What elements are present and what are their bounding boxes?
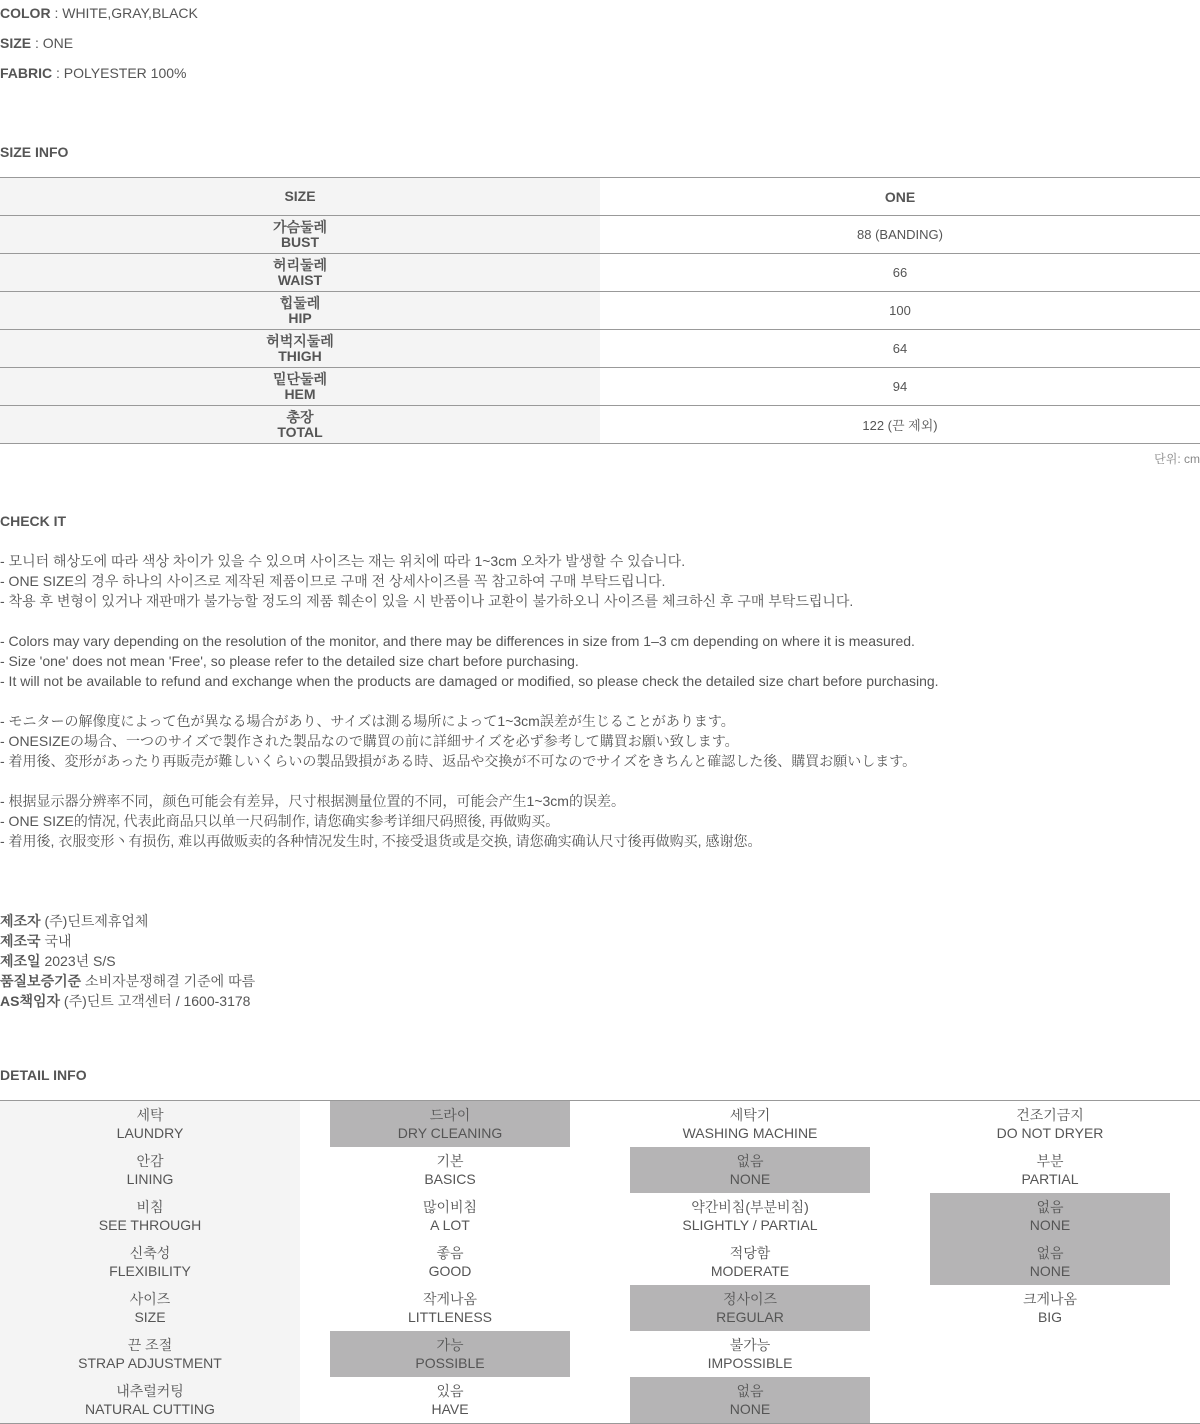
detail-option	[630, 1193, 870, 1239]
measure-en: TOTAL	[277, 423, 323, 440]
table-row	[0, 368, 1200, 406]
measure-en: THIGH	[278, 347, 322, 364]
detail-row-lining	[0, 1147, 1200, 1193]
detail-label-en: SIZE	[134, 1309, 166, 1325]
measure-kr: 가슴둘레	[272, 218, 328, 235]
check-line-jp-1: - モニターの解像度によって色が異なる場合があり、サイズは測る場所によって1~3cm誤差が生じることがあります。	[0, 713, 735, 729]
detail-option	[630, 1331, 870, 1377]
option-en: DRY CLEANING	[397, 1125, 503, 1141]
spec-fabric	[0, 63, 186, 83]
detail-label-en: NATURAL CUTTING	[85, 1401, 215, 1417]
option-en: DO NOT DRYER	[996, 1125, 1104, 1141]
detail-row-laundry	[0, 1101, 1200, 1147]
maker-label: 제조자	[0, 913, 41, 929]
maker-label: 제조일	[0, 953, 41, 969]
option-en: NONE	[1029, 1263, 1071, 1279]
detail-option	[330, 1147, 570, 1193]
check-line-cn-1: - 根据显示器分辨率不同，颜色可能会有差异，尺寸根据测量位置的不同，可能会产生1~3cm的误差。	[0, 793, 625, 809]
option-en: PARTIAL	[1021, 1171, 1079, 1187]
option-kr: 정사이즈	[722, 1291, 778, 1307]
maker-value: 소비자분쟁해결 기준에 따름	[81, 973, 256, 989]
check-line-en-1: - Colors may vary depending on the resolution of the monitor, and there may be differences in size from 1–3 cm depending on where it is measured.	[0, 633, 915, 649]
maker-info-quality	[0, 971, 255, 991]
detail-row-strap	[0, 1331, 1200, 1377]
detail-option	[330, 1193, 570, 1239]
detail-label-kr: 비침	[136, 1199, 164, 1215]
size-header-value: ONE	[884, 188, 916, 205]
measure-label	[0, 406, 600, 443]
table-row	[0, 216, 1200, 254]
detail-row-size	[0, 1285, 1200, 1331]
maker-info-date	[0, 951, 116, 971]
option-kr: 가능	[436, 1337, 464, 1353]
detail-option	[330, 1377, 570, 1423]
spec-size	[0, 33, 73, 53]
size-table	[0, 177, 1200, 444]
detail-info-title: DETAIL INFO	[0, 1067, 87, 1083]
check-line-cn-3: - 着用後, 衣服变形丶有损伤, 难以再做贩卖的各种情况发生时, 不接受退货或是交换, 请您确实确认尺寸後再做购买, 感谢您。	[0, 833, 762, 849]
detail-row-see-through	[0, 1193, 1200, 1239]
maker-info-manufacturer	[0, 911, 148, 931]
detail-label-en: STRAP ADJUSTMENT	[78, 1355, 222, 1371]
detail-option	[330, 1331, 570, 1377]
option-en: A LOT	[430, 1217, 470, 1233]
option-kr: 건조기금지	[1016, 1107, 1084, 1123]
maker-label: 품질보증기준	[0, 973, 82, 989]
detail-label-en: LINING	[126, 1171, 174, 1187]
detail-label-kr: 세탁	[136, 1107, 164, 1123]
maker-value: 국내	[40, 933, 72, 949]
maker-value: (주)딘트 고객센터 / 1600-3178	[60, 993, 251, 1009]
measure-kr: 밑단둘레	[272, 370, 328, 387]
measure-label	[0, 292, 600, 329]
spec-label: COLOR	[0, 5, 51, 21]
option-en: POSSIBLE	[415, 1355, 485, 1371]
detail-table	[0, 1100, 1200, 1424]
detail-label	[0, 1147, 300, 1193]
option-en: BIG	[1037, 1309, 1063, 1325]
spec-value: : WHITE,GRAY,BLACK	[50, 5, 198, 21]
check-it-title: CHECK IT	[0, 513, 67, 529]
measure-value: 88 (BANDING)	[857, 227, 943, 242]
spec-value: : POLYESTER 100%	[52, 65, 187, 81]
option-kr: 드라이	[429, 1107, 471, 1123]
maker-value: (주)딘트제휴업체	[40, 913, 149, 929]
size-info-title: SIZE INFO	[0, 144, 69, 160]
detail-row-natural-cutting	[0, 1377, 1200, 1423]
check-line-cn-2: - ONE SIZE的情况, 代表此商品只以单一尺码制作, 请您确实参考详细尺码照後, 再做购买。	[0, 813, 560, 829]
option-kr: 작게나옴	[422, 1291, 478, 1307]
check-line-jp-2: - ONESIZEの場合、一つのサイズで製作された製品なので購買の前に詳細サイズを必ず参考して購買お願い致します。	[0, 733, 739, 749]
option-kr: 있음	[436, 1383, 464, 1399]
measure-en: HIP	[288, 309, 312, 326]
option-kr: 적당함	[729, 1245, 771, 1261]
table-row	[0, 330, 1200, 368]
check-line-jp-3: - 着用後、変形があったり再販売が難しいくらいの製品毀損がある時、返品や交換が不可なのでサイズをきちんと確認した後、購買お願いします。	[0, 753, 917, 769]
option-en: SLIGHTLY / PARTIAL	[682, 1217, 818, 1233]
option-kr: 세탁기	[729, 1107, 771, 1123]
spec-label: FABRIC	[0, 65, 53, 81]
detail-label-kr: 사이즈	[129, 1291, 171, 1307]
option-kr: 불가능	[729, 1337, 771, 1353]
detail-label	[0, 1193, 300, 1239]
measure-value: 66	[892, 265, 908, 280]
detail-label	[0, 1101, 300, 1147]
option-kr: 약간비침(부분비침)	[691, 1199, 809, 1215]
option-en: REGULAR	[716, 1309, 784, 1325]
detail-label-en: FLEXIBILITY	[109, 1263, 191, 1279]
measure-en: BUST	[280, 233, 320, 250]
detail-label-en: LAUNDRY	[116, 1125, 184, 1141]
option-kr: 없음	[1036, 1245, 1064, 1261]
detail-option	[930, 1147, 1170, 1193]
detail-option	[630, 1101, 870, 1147]
measure-value: 100	[889, 303, 911, 318]
measure-label	[0, 368, 600, 405]
maker-label: AS책임자	[0, 993, 61, 1009]
table-row	[0, 254, 1200, 292]
detail-option	[330, 1101, 570, 1147]
size-table-header	[0, 178, 1200, 216]
measure-value: 64	[892, 341, 908, 356]
check-line-en-3: - It will not be available to refund and exchange when the products are damaged or modified, so please check the detailed size chart before purchasing.	[0, 673, 939, 689]
measure-value: 122 (끈 제외)	[862, 418, 938, 433]
detail-option	[630, 1377, 870, 1423]
measure-en: HEM	[284, 385, 316, 402]
option-en: LITTLENESS	[407, 1309, 493, 1325]
measure-label	[0, 216, 600, 253]
spec-color	[0, 3, 198, 23]
measure-kr: 힙둘레	[279, 294, 321, 311]
detail-option	[930, 1193, 1170, 1239]
detail-label-kr: 내추럴커팅	[116, 1383, 184, 1399]
detail-label-kr: 신축성	[129, 1245, 171, 1261]
option-en: IMPOSSIBLE	[707, 1355, 793, 1371]
option-en: NONE	[1029, 1217, 1071, 1233]
option-en: WASHING MACHINE	[682, 1125, 818, 1141]
detail-option	[930, 1285, 1170, 1331]
check-line-kr-3: - 착용 후 변형이 있거나 재판매가 불가능할 정도의 제품 훼손이 있을 시 반품이나 교환이 불가하오니 사이즈를 체크하신 후 구매 부탁드립니다.	[0, 593, 854, 609]
maker-label: 제조국	[0, 933, 41, 949]
option-kr: 없음	[736, 1383, 764, 1399]
detail-option	[930, 1239, 1170, 1285]
measure-kr: 허벅지둘레	[266, 332, 334, 349]
spec-value: : ONE	[31, 35, 74, 51]
detail-label	[0, 1377, 300, 1423]
maker-value: 2023년 S/S	[40, 953, 116, 969]
unit-note: 단위: cm	[1154, 452, 1200, 466]
size-header-label: SIZE	[0, 178, 600, 215]
check-line-kr-2: - ONE SIZE의 경우 하나의 사이즈로 제작된 제품이므로 구매 전 상세사이즈를 꼭 참고하여 구매 부탁드립니다.	[0, 573, 666, 589]
option-kr: 많이비침	[422, 1199, 478, 1215]
option-en: GOOD	[428, 1263, 472, 1279]
detail-option	[630, 1239, 870, 1285]
detail-label-kr: 끈 조절	[127, 1337, 173, 1353]
option-kr: 좋음	[436, 1245, 464, 1261]
measure-en: WAIST	[277, 271, 323, 288]
detail-label	[0, 1331, 300, 1377]
detail-option	[330, 1285, 570, 1331]
measure-value: 94	[892, 379, 908, 394]
detail-row-flexibility	[0, 1239, 1200, 1285]
detail-label-kr: 안감	[136, 1153, 164, 1169]
maker-info-as	[0, 991, 250, 1011]
spec-label: SIZE	[0, 35, 32, 51]
measure-kr: 허리둘레	[272, 256, 328, 273]
option-en: BASICS	[424, 1171, 476, 1187]
check-line-en-2: - Size 'one' does not mean 'Free', so please refer to the detailed size chart before purchasing.	[0, 653, 579, 669]
maker-info-country	[0, 931, 72, 951]
option-en: NONE	[729, 1171, 771, 1187]
option-en: NONE	[729, 1401, 771, 1417]
option-en: HAVE	[431, 1401, 469, 1417]
option-kr: 크게나옴	[1022, 1291, 1078, 1307]
detail-label-en: SEE THROUGH	[98, 1217, 202, 1233]
measure-kr: 총장	[286, 408, 314, 425]
option-kr: 기본	[436, 1153, 464, 1169]
option-kr: 없음	[1036, 1199, 1064, 1215]
detail-label	[0, 1239, 300, 1285]
measure-label	[0, 330, 600, 367]
detail-option	[630, 1147, 870, 1193]
detail-option	[930, 1101, 1170, 1147]
option-en: MODERATE	[710, 1263, 790, 1279]
table-row	[0, 406, 1200, 444]
table-row	[0, 292, 1200, 330]
detail-option	[630, 1285, 870, 1331]
option-kr: 없음	[736, 1153, 764, 1169]
option-kr: 부분	[1036, 1153, 1064, 1169]
check-line-kr-1: - 모니터 해상도에 따라 색상 차이가 있을 수 있으며 사이즈는 재는 위치에 따라 1~3cm 오차가 발생할 수 있습니다.	[0, 553, 686, 569]
measure-label	[0, 254, 600, 291]
detail-label	[0, 1285, 300, 1331]
detail-option	[330, 1239, 570, 1285]
